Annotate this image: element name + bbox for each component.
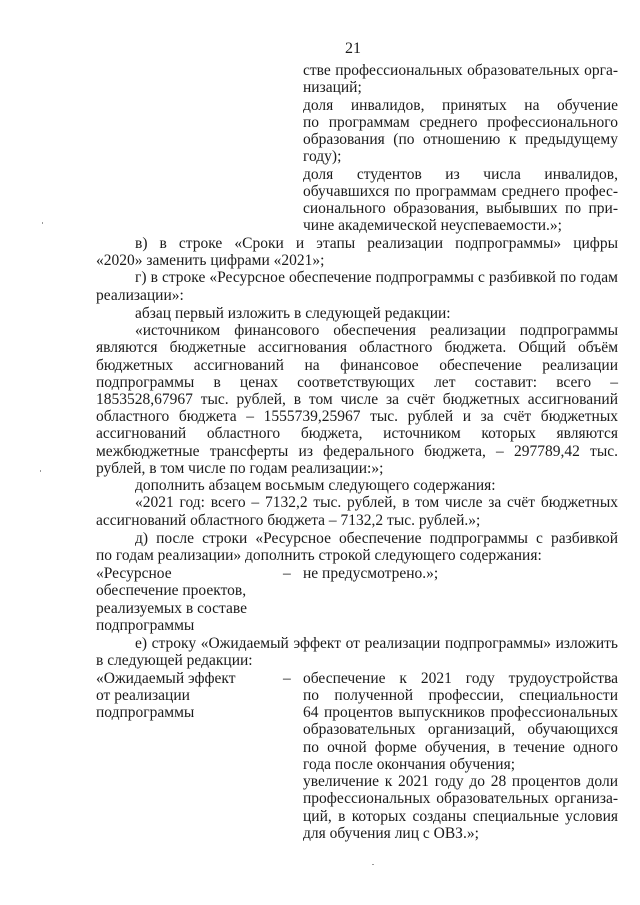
funding-line: 1853528,67967 тыс. рублей, в том числе за счёт бюджетных ассигнований: [96, 391, 618, 408]
top-line: доля студентов из числа инвалидов,: [303, 166, 618, 183]
page-number: 21: [345, 40, 361, 57]
item-e-line: в следующей редакции:: [96, 652, 253, 669]
funding-line: бюджетных ассигнований на финансовое обеспечение реализации: [96, 357, 618, 374]
item-d-line: по годам реализации» дополнить строкой следующего содержания:: [96, 547, 542, 564]
effect-row-label: от реализации: [96, 687, 190, 704]
item-e-line: е) строку «Ожидаемый эффект от реализации подпрограммы» изложить: [135, 635, 618, 652]
resource-row-label: реализуемых в составе: [96, 600, 247, 617]
top-line: по программам среднего профессионального: [303, 114, 618, 131]
scan-speck: [42, 222, 43, 224]
top-line: стве профессиональных образовательных орга-: [303, 62, 618, 79]
top-line: чине академической неуспеваемости.»;: [303, 217, 562, 234]
effect-line: по полученной профессии, специальности: [303, 687, 618, 704]
effect-row-label: «Ожидаемый эффект: [96, 670, 236, 687]
abzac-first: абзац первый изложить в следующей редакции:: [135, 305, 451, 322]
top-line: году);: [303, 148, 342, 165]
effect-line: по очной форме обучения, в течение одного: [303, 739, 618, 756]
effect-row-dash: –: [283, 670, 291, 687]
item-g-line: реализации»:: [96, 287, 184, 304]
item-v-line: «2020» заменить цифрами «2021»;: [96, 252, 325, 269]
resource-row-value: не предусмотрено.»;: [303, 565, 439, 582]
resource-row-label: «Ресурсное: [96, 565, 172, 582]
funding-line: межбюджетные трансферты из федерального бюджета, – 297789,42 тыс.: [96, 443, 618, 460]
resource-row-label: подпрограммы: [96, 617, 195, 634]
scan-speck: [40, 470, 41, 472]
top-line: обучавшихся по программам среднего профес-: [303, 183, 618, 200]
top-line: сионального образования, выбывших по при-: [303, 200, 618, 217]
funding-line: «источником финансового обеспечения реализации подпрограммы: [135, 322, 618, 339]
effect-line: профессиональных образовательных организа-: [303, 790, 618, 807]
effect-line: увеличение к 2021 году до 28 процентов доли: [303, 773, 618, 790]
year-2021-line: ассигнований областного бюджета – 7132,2 тыс. рублей.»;: [96, 512, 481, 529]
effect-line: ций, в которых созданы специальные условия: [303, 808, 618, 825]
item-d-line: д) после строки «Ресурсное обеспечение подпрограммы с разбивкой: [135, 530, 618, 547]
resource-row-dash: –: [283, 565, 291, 582]
year-2021-line: «2021 год: всего – 7132,2 тыс. рублей, в том числе за счёт бюджетных: [135, 494, 618, 511]
scan-speck: [372, 864, 374, 865]
effect-line: образовательных организаций, обучающихся: [303, 721, 618, 738]
supplement-intro: дополнить абзацем восьмым следующего содержания:: [135, 477, 496, 494]
funding-line: ассигнований областного бюджета, источником которых являются: [96, 425, 618, 442]
resource-row-label: обеспечение проектов,: [96, 582, 247, 599]
item-g-line: г) в строке «Ресурсное обеспечение подпрограммы с разбивкой по годам: [135, 269, 618, 286]
effect-line: 64 процентов выпускников профессиональных: [303, 704, 618, 721]
top-line: доля инвалидов, принятых на обучение: [303, 97, 618, 114]
funding-line: являются бюджетные ассигнования областного бюджета. Общий объём: [96, 339, 618, 356]
effect-line: обеспечение к 2021 году трудоустройства: [303, 670, 618, 687]
funding-line: областного бюджета – 1555739,25967 тыс. рублей и за счёт бюджетных: [96, 408, 618, 425]
top-line: образования (по отношению к предыдущему: [303, 131, 618, 148]
item-v-line: в) в строке «Сроки и этапы реализации подпрограммы» цифры: [135, 235, 618, 252]
effect-line: года после окончания обучения;: [303, 756, 516, 773]
funding-line: рублей, в том числе по годам реализации:»;: [96, 460, 384, 477]
funding-line: подпрограммы в ценах соответствующих лет составит: всего –: [96, 374, 618, 391]
effect-row-label: подпрограммы: [96, 704, 195, 721]
effect-line: для обучения лиц с ОВЗ.»;: [303, 825, 479, 842]
top-line: низаций;: [303, 79, 362, 96]
